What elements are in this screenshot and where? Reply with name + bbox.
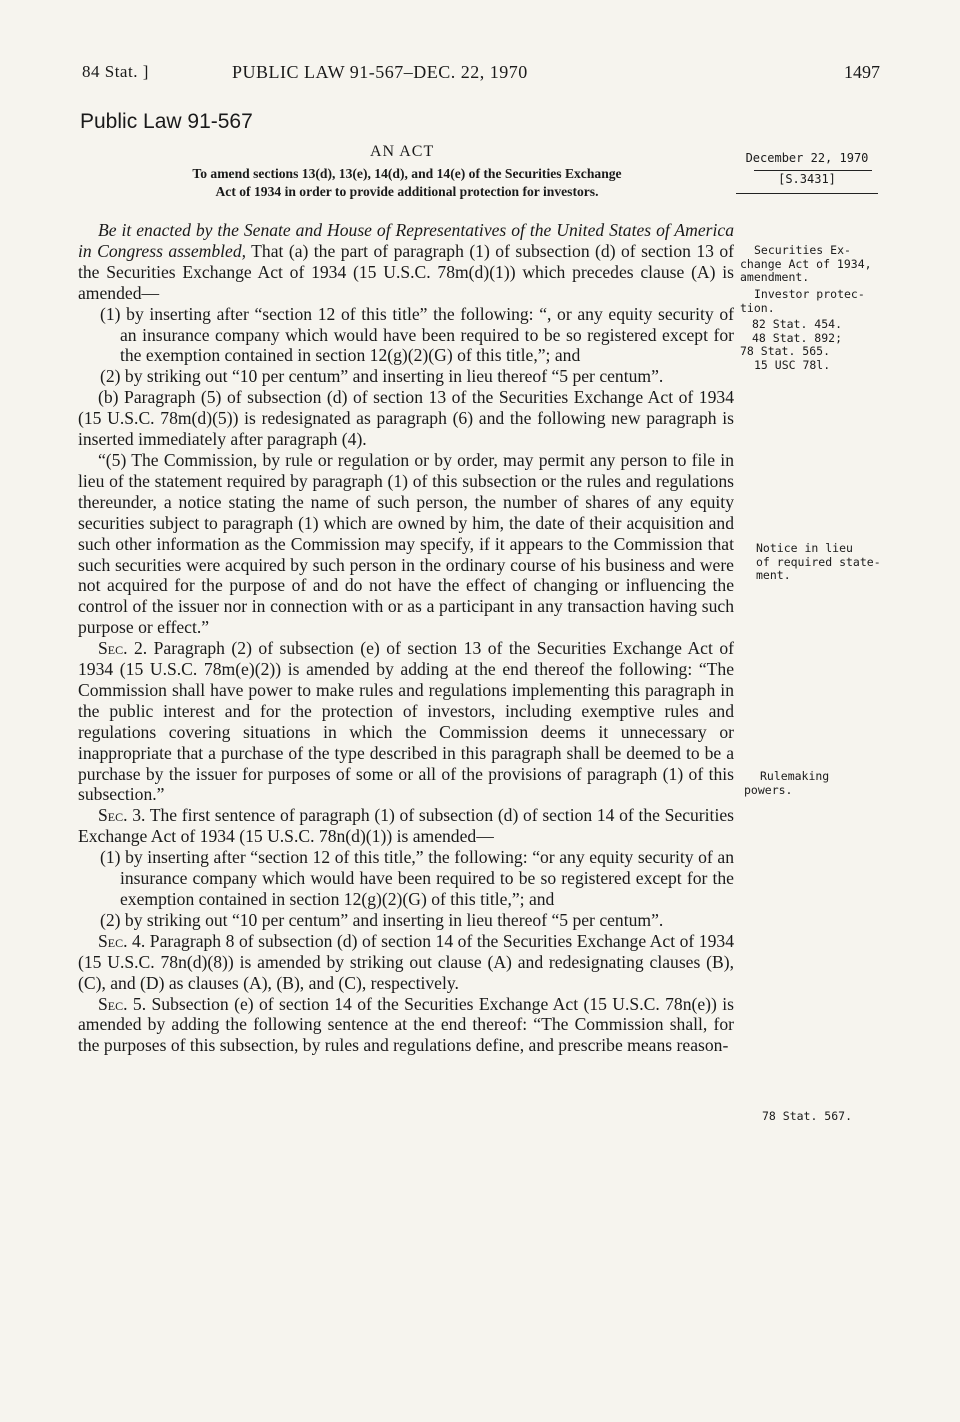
act-label: AN ACT (370, 143, 435, 160)
running-header (82, 62, 880, 88)
enacting-text: That (a) the part of paragraph (1) of subsection (d) of section 13 of the Securities Exchange Act of 1934 (15 U.S.C. 78m(d)(1)) which precedes clause (A) is amended— (78, 240, 735, 303)
law-title: Public Law 91-567 (80, 110, 253, 133)
margin-note-investor-protection (740, 288, 894, 315)
sec3-item-1: (1) by inserting after “section 12 of this title,” the following: “or any equity security of an insurance company which would have been required to be so registered except for the exemption contained in section 12(g)(2)(G) of this title,”; and (100, 847, 734, 909)
page-number: 1497 (844, 62, 880, 82)
sec3-item-2: (2) by striking out “10 per centum” and inserting in lieu thereof “5 per centum”. (100, 909, 664, 930)
margin-note-line: Investor protec- (754, 287, 865, 301)
margin-note-line: ment. (756, 568, 791, 582)
sec4-label: Sec. 4. (98, 930, 146, 951)
margin-note-line: Securities Ex- (754, 243, 851, 257)
section-2 (78, 638, 734, 805)
sec4-text: Paragraph 8 of subsection (d) of section 14 of the Securities Exchange Act of 1934 (15 U.S.C. 78n(d)(8)) is amended by striking out clause (A) and redesignating clauses (B), (C), and (D) as clauses (A), (B), and (C), respectively. (78, 930, 734, 993)
margin-note-notice (740, 542, 896, 583)
sec2-text: Paragraph (2) of subsection (e) of section 13 of the Securities Exchange Act of 1934 (15 U.S.C. 78m(e)(2)) is amended by adding at the end thereof the following: “The Commission shall have power to make rules and regulations implementing this paragraph in the public interest and for the protection of investors, including exemptive rules and regulations covering situations in which the Commission deems it unnecessary or inappropriate that a purchase of the type described in this paragraph shall be deemed to be a purchase by the issuer for purposes of some or all of the provisions of paragraph (1) of this subsection.” (78, 638, 734, 805)
header-title: PUBLIC LAW 91-567–DEC. 22, 1970 (232, 62, 528, 82)
stat-volume: 84 Stat. ] (82, 62, 149, 81)
margin-note-line: 15 USC 78l. (754, 357, 831, 372)
sec2-label: Sec. 2. (98, 638, 148, 659)
enacting-clause (78, 220, 734, 304)
margin-note-citation-567 (740, 1110, 902, 1124)
act-body (78, 220, 734, 1056)
margin-note-line: Rulemaking (760, 769, 830, 783)
sec1-new-paragraph: “(5) The Commission, by rule or regulation or by order, may permit any person to file in lieu of the statement required by paragraph (1) of this subsection or the rules and regulations thereunder, a notice stating the name of such person, the number of shares of any equity securities subject to paragraph (1) which are owned by him, the date of their acquisition and such other information as the Commission may specify, if it appears to the Commission that such securities were acquired by such person in the ordinary course of his business and were not acquired for the purpose of and do not have the effect of changing or influencing the control of the issuer nor in connection with or as a participant in any transaction having such purpose or effect.” (78, 449, 734, 638)
margin-note-line: powers. (744, 782, 793, 797)
margin-note-line: tion. (740, 300, 775, 315)
sec5-label: Sec. 5. (98, 993, 147, 1014)
enactment-date: December 22, 1970 (745, 151, 869, 165)
margin-note-citations (740, 318, 892, 372)
section-5 (78, 994, 734, 1057)
bill-divider (736, 193, 878, 194)
margin-note-line: amendment. (740, 270, 810, 284)
bill-number: [S.3431] (778, 172, 836, 186)
sec1-subsection-b: (b) Paragraph (5) of subsection (d) of section 13 of the Securities Exchange Act of 1934 (15 U.S.C. 78m(d)(5)) is redesignated as paragraph (6) and the following new paragraph is inserted immediately after paragraph (4). (78, 387, 734, 450)
margin-note-line: Notice in lieu (756, 541, 853, 555)
margin-note-line: of required state- (756, 554, 881, 569)
margin-note-line: 82 Stat. 454. (752, 317, 843, 331)
purpose-line-2: Act of 1934 in order to provide additional protection for investors. (215, 184, 599, 199)
sec3-label: Sec. 3. (98, 805, 146, 826)
margin-note-securities-act (740, 244, 894, 285)
sec1-item-1: (1) by inserting after “section 12 of this title” the following: “, or any equity security of an insurance company which would have been required to be so registered except for the exemption contained in section 12(g)(2)(G) of this title,”; and (100, 303, 734, 366)
sec5-text: Subsection (e) of section 14 of the Securities Exchange Act (15 U.S.C. 78n(e)) is amended by adding the following sentence at the end thereof: “The Commission shall, for the purposes of this subsection, by rules and regulations define, and prescribe means reason- (78, 993, 734, 1056)
section-4 (78, 931, 734, 994)
margin-note-line: 78 Stat. 565. (740, 344, 831, 358)
margin-note-line: 48 Stat. 892; (752, 330, 843, 345)
enacting-formula: Be it enacted by the Senate and House of Representatives of the United States of America in Congress assembled, (78, 220, 734, 261)
sec3-text: The first sentence of paragraph (1) of subsection (d) of section 14 of the Securities Exchange Act of 1934 (15 U.S.C. 78n(d)(1)) is amended— (78, 805, 734, 847)
margin-note-line: change Act of 1934, (740, 256, 872, 271)
margin-note-rulemaking (740, 770, 896, 797)
margin-note-line: 78 Stat. 567. (762, 1109, 853, 1123)
section-3 (78, 805, 734, 847)
purpose-line-1: To amend sections 13(d), 13(e), 14(d), and 14(e) of the Securities Exchange (192, 166, 622, 181)
sec1-item-2: (2) by striking out “10 per centum” and inserting in lieu thereof “5 per centum”. (100, 366, 664, 387)
act-purpose (78, 165, 736, 201)
enactment-date-block (736, 150, 878, 194)
